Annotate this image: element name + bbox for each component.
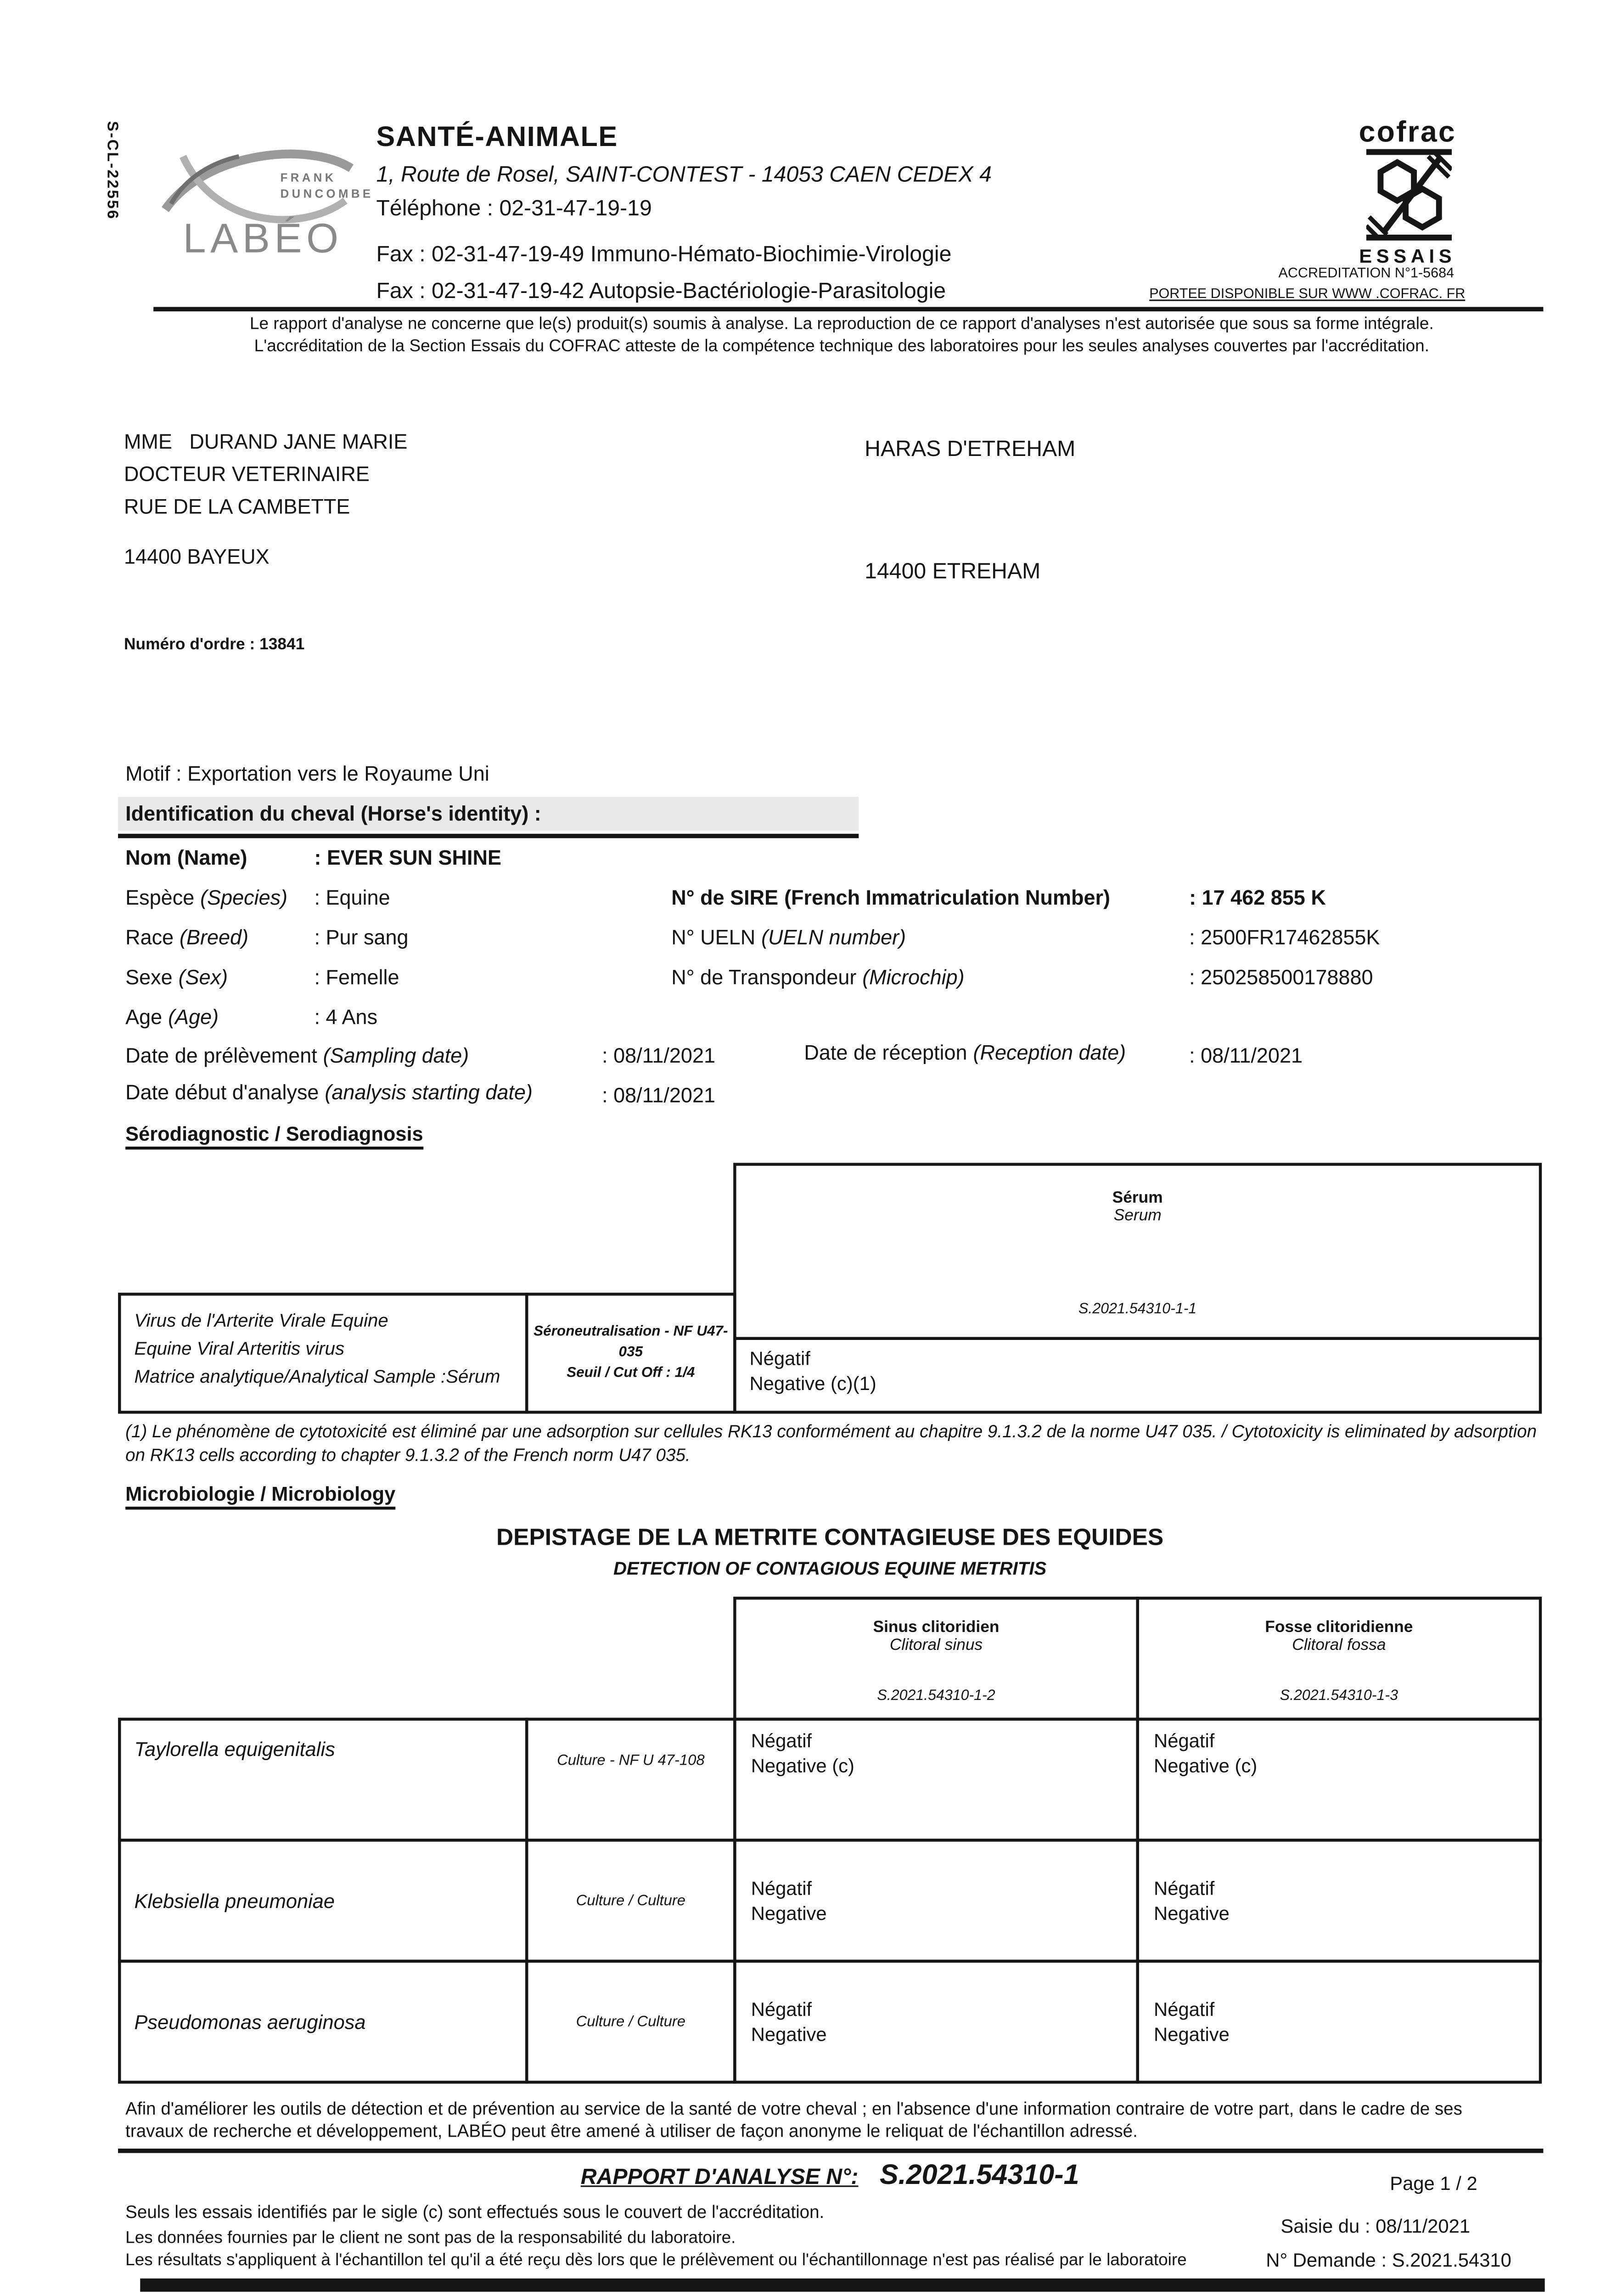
col2-title-en: Clitoral fossa [1292,1636,1386,1654]
method-cell: Culture - NF U 47-108 [525,1718,736,1842]
lab-address: 1, Route de Rosel, SAINT-CONTEST - 14053 CAEN CEDEX 4 [376,162,992,188]
field-sire-label: N° de SIRE (French Immatriculation Number) [671,885,1111,909]
document-side-code: S-CL-22556 [103,121,121,220]
virus-matrix: Matrice analytique/Analytical Sample :Sérum [134,1366,500,1387]
field-sampling-label: Date de prélèvement (Sampling date) [125,1043,469,1067]
result-cell-sinus: Négatif Negative [733,1960,1139,2084]
owner-name: HARAS D'ETREHAM [865,437,1076,462]
field-analysis-start-value: : 08/11/2021 [602,1083,715,1107]
footer-note-line1: Afin d'améliorer les outils de détection et de prévention au service de la santé de votre cheval ; en l'absence d'une information contraire de votre part, dans le cadre de ses [125,2098,1462,2119]
result-cell-fossa: Négatif Negative [1136,1960,1542,2084]
cofrac-essais-label: ESSAIS [1359,245,1456,267]
col1-title-en: Clitoral sinus [889,1636,983,1654]
virus-analyte-cell [118,1293,528,1414]
accreditation-scope-note: Seuls les essais identifiés par le sigle (c) sont effectués sous le couvert de l'accréditation. [125,2201,825,2223]
field-age-label: Age (Age) [125,1005,219,1029]
virus-method-cell [525,1293,736,1414]
results-scope-note: Les résultats s'appliquent à l'échantillon tel qu'il a été reçu dès lors que le prélèvement ou l'échantillonnage n'est pas réalisé par le laboratoire [125,2251,1187,2270]
report-number-value: S.2021.54310-1 [879,2160,1079,2192]
lab-fax2: Fax : 02-31-47-19-42 Autopsie-Bactériologie-Parasitologie [376,279,946,304]
motif-line: Motif : Exportation vers le Royaume Uni [125,761,489,785]
method-cell: Culture / Culture [525,1960,736,2084]
addressee-street: RUE DE LA CAMBETTE [124,494,350,518]
addressee-name: MME DURAND JANE MARIE [124,429,408,453]
clitoral-fossa-header-cell [1136,1597,1542,1721]
header-divider [153,307,1543,311]
addressee-title: DOCTEUR VETERINAIRE [124,461,370,486]
disclaimer-line1: Le rapport d'analyse ne concerne que le(s) produit(s) soumis à analyse. La reproduction de ce rapport d'analyses n'est autorisée que sous sa forme intégrale. [249,315,1434,334]
virus-name-en: Equine Viral Arteritis virus [134,1338,345,1359]
field-age-value: : 4 Ans [314,1005,378,1029]
lab-fax1: Fax : 02-31-47-19-49 Immuno-Hémato-Biochimie-Virologie [376,242,952,267]
field-species-value: : Equine [314,885,390,909]
cofrac-logo-word: cofrac [1359,116,1456,149]
identification-heading: Identification du cheval (Horse's identity) : [118,797,859,831]
portee-link-text: PORTEE DISPONIBLE SUR WWW .COFRAC. FR [1149,286,1466,303]
report-number-label: RAPPORT D'ANALYSE N°: [580,2165,859,2190]
field-reception-value: : 08/11/2021 [1189,1043,1303,1067]
organism-cell: Klebsiella pneumoniae [118,1839,528,1963]
request-number: N° Demande : S.2021.54310 [1266,2249,1511,2271]
footer-divider [118,2149,1543,2153]
serum-title-en: Serum [1113,1207,1162,1225]
cofrac-hexagons-icon [1366,149,1452,241]
field-ueln-label: N° UELN (UELN number) [671,925,906,949]
method-cell: Culture / Culture [525,1839,736,1963]
report-number-line [118,2161,1542,2193]
col2-title-fr: Fosse clitoridienne [1265,1619,1413,1637]
serum-sample-id: S.2021.54310-1-1 [1078,1301,1197,1318]
result-cell-sinus: Négatif Negative (c) [733,1718,1139,1842]
disclaimer-line2: L'accréditation de la Section Essais du COFRAC atteste de la compétence technique des laboratoires pour les seules analyses couvertes par l'accréditation. [254,338,1430,356]
brand-name-line1: FRANK [280,171,337,185]
field-sex-value: : Femelle [314,965,399,989]
virus-name-fr: Virus de l'Arterite Virale Equine [134,1310,388,1331]
field-sex-label: Sexe (Sex) [125,965,228,989]
field-ueln-value: : 2500FR17462855K [1189,925,1380,949]
metritis-title-en: DETECTION OF CONTAGIOUS EQUINE METRITIS [613,1558,1047,1579]
field-sampling-value: : 08/11/2021 [602,1043,715,1067]
result-cell-fossa: Négatif Negative (c) [1136,1718,1542,1842]
clitoral-sinus-header-cell [733,1597,1139,1721]
metritis-title-fr: DEPISTAGE DE LA METRITE CONTAGIEUSE DES EQUIDES [496,1525,1164,1551]
field-species-label: Espèce (Species) [125,885,288,909]
owner-city: 14400 ETREHAM [865,559,1041,585]
field-sire-value: : 17 462 855 K [1189,885,1326,909]
accreditation-number: ACCREDITATION N°1-5684 [1278,265,1455,282]
field-microchip-label: N° de Transpondeur (Microchip) [671,965,965,989]
organism-cell: Taylorella equigenitalis [118,1718,528,1842]
field-name-label: Nom (Name) [125,845,247,869]
serology-section-heading: Sérodiagnostic / Serodiagnosis [125,1123,423,1150]
lab-phone: Téléphone : 02-31-47-19-19 [376,196,652,222]
virus-result-en: Negative (c)(1) [749,1372,876,1395]
client-data-note: Les données fournies par le client ne sont pas de la responsabilité du laboratoire. [125,2229,736,2248]
virus-method-line1: Séroneutralisation - NF U47-035 [534,1323,728,1361]
labeo-logo-text: LABÉO [183,215,343,261]
serology-footnote: (1) Le phénomène de cytotoxicité est éliminé par une adsorption sur cellules RK13 conformément au chapitre 9.1.3.2 de la norme U47 035. / Cytotoxicity is eliminated by adsorption on RK13 cells according to chapter 9.1.3.2 of the French norm U47 035. [125,1421,1537,1466]
addressee-block [124,425,407,523]
footer-note-line2: travaux de recherche et développement, LABÉO peut être amené à utiliser de façon anonyme le reliquat de l'échantillon adressé. [125,2120,1138,2141]
col1-title-fr: Sinus clitoridien [873,1619,1000,1637]
brand-name-line2: DUNCOMBE [280,187,374,201]
scan-artifact-bar [140,2279,1544,2292]
field-name-value: : EVER SUN SHINE [314,845,502,869]
col2-sample-id: S.2021.54310-1-3 [1280,1688,1398,1705]
microbiology-section-heading: Microbiologie / Microbiology [125,1483,395,1510]
virus-result-cell [733,1337,1542,1414]
order-number: Numéro d'ordre : 13841 [124,636,305,654]
virus-method-line2: Seuil / Cut Off : 1/4 [567,1365,695,1381]
virus-result-fr: Négatif [749,1347,810,1370]
result-cell-sinus: Négatif Negative [733,1839,1139,1963]
col1-sample-id: S.2021.54310-1-2 [877,1688,995,1705]
addressee-city: 14400 BAYEUX [124,544,270,568]
page-title: SANTÉ-ANIMALE [376,122,618,154]
page-indicator: Page 1 / 2 [1390,2172,1477,2195]
field-analysis-start-label: Date début d'analyse (analysis starting date) [125,1080,533,1104]
organism-cell: Pseudomonas aeruginosa [118,1960,528,2084]
result-cell-fossa: Négatif Negative [1136,1839,1542,1963]
serum-title-fr: Sérum [1112,1189,1163,1207]
field-breed-label: Race (Breed) [125,925,249,949]
field-reception-label: Date de réception (Reception date) [804,1040,1126,1064]
identification-underline [118,834,859,838]
field-breed-value: : Pur sang [314,925,409,949]
entry-date: Saisie du : 08/11/2021 [1280,2215,1471,2237]
serum-column-header-cell [733,1163,1542,1340]
field-microchip-value: : 250258500178880 [1189,965,1373,989]
